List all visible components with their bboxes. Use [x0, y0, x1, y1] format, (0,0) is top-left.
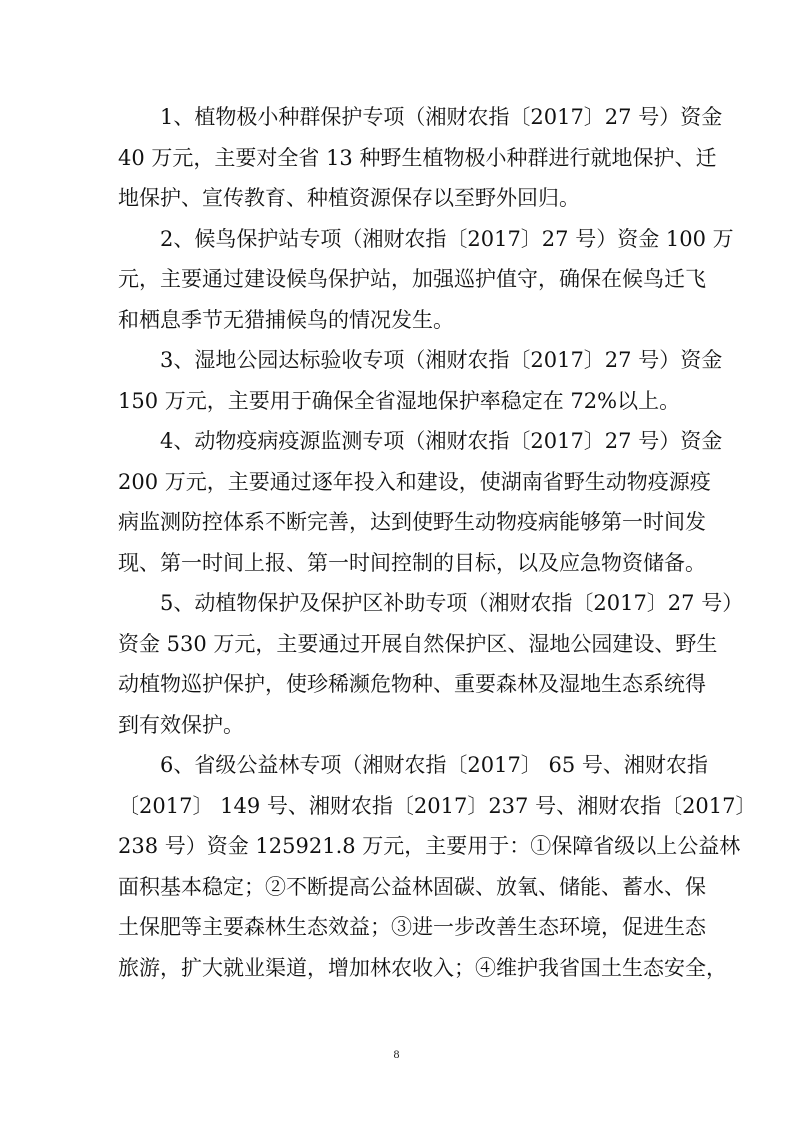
text-line: 〔2017〕 149 号、湘财农指〔2017〕237 号、湘财农指〔2017〕	[118, 793, 757, 818]
paragraph-4	[118, 421, 723, 583]
paragraph-1	[118, 97, 723, 219]
text-line: 病监测防控体系不断完善，达到使野生动物疫病能够第一时间发	[118, 510, 706, 534]
text-line: 4、动物疫病疫源监测专项（湘财农指〔2017〕27 号）资金	[160, 429, 723, 453]
text-line: 1、植物极小种群保护专项（湘财农指〔2017〕27 号）资金	[160, 105, 723, 129]
paragraph-6	[118, 745, 757, 988]
text-line: 现、第一时间上报、第一时间控制的目标，以及应急物资储备。	[118, 550, 706, 575]
paragraph-5	[118, 583, 744, 745]
text-line: 到有效保护。	[118, 712, 244, 737]
text-line: 3、湿地公园达标验收专项（湘财农指〔2017〕27 号）资金	[160, 348, 723, 372]
paragraph-2	[118, 219, 734, 341]
page-number: 8	[393, 1047, 400, 1061]
text-line: 元，主要通过建设候鸟保护站，加强巡护值守，确保在候鸟迁飞	[118, 267, 706, 291]
text-line: 150 万元，主要用于确保全省湿地保护率稳定在 72%以上。	[118, 388, 681, 413]
paragraph-3	[118, 340, 723, 421]
text-line: 40 万元，主要对全省 13 种野生植物极小种群进行就地保护、迁	[118, 145, 717, 170]
text-line: 200 万元，主要通过逐年投入和建设，使湖南省野生动物疫源疫	[118, 469, 711, 494]
text-line: 动植物巡护保护，使珍稀濒危物种、重要森林及湿地生态系统得	[118, 672, 706, 696]
text-line: 地保护、宣传教育、种植资源保存以至野外回归。	[118, 186, 580, 210]
text-line: 面积基本稳定；②不断提高公益林固碳、放氧、储能、蓄水、保	[118, 874, 706, 899]
text-line: 资金 530 万元，主要通过开展自然保护区、湿地公园建设、野生	[118, 631, 718, 656]
document-body	[118, 97, 757, 988]
text-line: 2、候鸟保护站专项（湘财农指〔2017〕27 号）资金 100 万	[160, 226, 734, 251]
text-line: 6、省级公益林专项（湘财农指〔2017〕 65 号、湘财农指	[160, 753, 708, 777]
text-line: 和栖息季节无猎捕候鸟的情况发生。	[118, 307, 454, 332]
text-line: 5、动植物保护及保护区补助专项（湘财农指〔2017〕27 号）	[160, 591, 744, 615]
text-line: 旅游，扩大就业渠道，增加林农收入；④维护我省国土生态安全，	[118, 955, 727, 980]
text-line: 土保肥等主要森林生态效益；③进一步改善生态环境，促进生态	[118, 915, 706, 939]
text-line: 238 号）资金 125921.8 万元，主要用于：①保障省级以上公益林	[118, 834, 741, 858]
